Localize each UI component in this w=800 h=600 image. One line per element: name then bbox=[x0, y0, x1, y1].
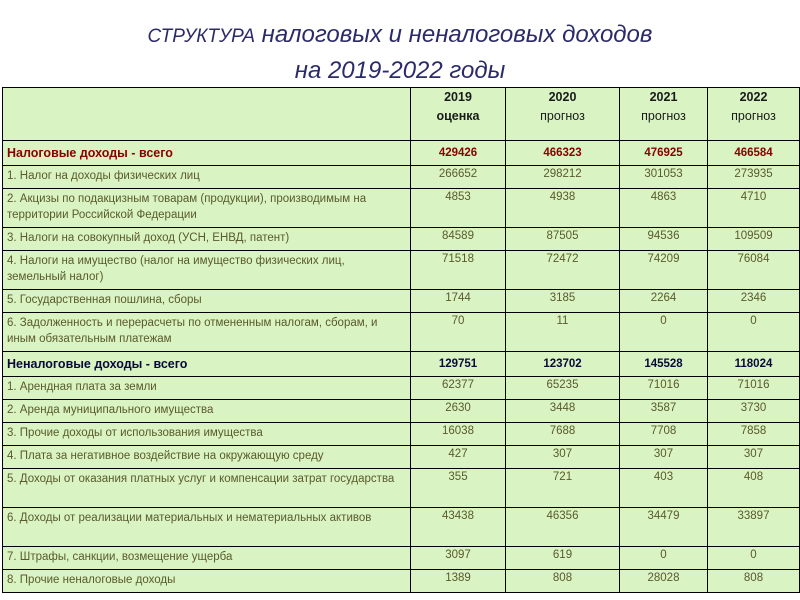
row-label: 6. Доходы от реализации материальных и нематериальных активов bbox=[3, 508, 411, 547]
title-line-1-rest: налоговых и неналоговых доходов bbox=[255, 21, 653, 48]
value-cell: 72472 bbox=[506, 251, 620, 290]
value-cell: 298212 bbox=[506, 166, 620, 189]
value-cell: 307 bbox=[620, 446, 708, 469]
header-year: 2019 bbox=[444, 90, 472, 104]
value-cell: 307 bbox=[708, 446, 800, 469]
value-cell: 0 bbox=[708, 313, 800, 352]
row-label: 1. Налог на доходы физических лиц bbox=[3, 166, 411, 189]
value-cell: 466323 bbox=[506, 141, 620, 166]
value-cell: 355 bbox=[411, 469, 506, 508]
value-cell: 34479 bbox=[620, 508, 708, 547]
value-cell: 408 bbox=[708, 469, 800, 508]
value-cell: 3448 bbox=[506, 400, 620, 423]
header-sub: оценка bbox=[436, 109, 480, 123]
table-row bbox=[3, 166, 800, 189]
value-cell: 273935 bbox=[708, 166, 800, 189]
table-header-row bbox=[3, 88, 800, 141]
row-label: 1. Арендная плата за земли bbox=[3, 377, 411, 400]
value-cell: 2264 bbox=[620, 290, 708, 313]
value-cell: 7858 bbox=[708, 423, 800, 446]
table-row bbox=[3, 290, 800, 313]
value-cell: 808 bbox=[506, 570, 620, 593]
value-cell: 301053 bbox=[620, 166, 708, 189]
table-row bbox=[3, 313, 800, 352]
header-year-2020 bbox=[506, 88, 620, 141]
value-cell: 129751 bbox=[411, 352, 506, 377]
value-cell: 429426 bbox=[411, 141, 506, 166]
row-label: 6. Задолженность и перерасчеты по отмененным налогам, сборам, и иным обязательным платежам bbox=[3, 313, 411, 352]
table-row bbox=[3, 423, 800, 446]
value-cell: 2346 bbox=[708, 290, 800, 313]
value-cell: 74209 bbox=[620, 251, 708, 290]
value-cell: 619 bbox=[506, 547, 620, 570]
value-cell: 266652 bbox=[411, 166, 506, 189]
value-cell: 71518 bbox=[411, 251, 506, 290]
value-cell: 0 bbox=[708, 547, 800, 570]
row-label: 8. Прочие неналоговые доходы bbox=[3, 570, 411, 593]
value-cell: 808 bbox=[708, 570, 800, 593]
row-label: 5. Доходы от оказания платных услуг и компенсации затрат государства bbox=[3, 469, 411, 508]
table-row bbox=[3, 570, 800, 593]
page-title bbox=[0, 18, 800, 88]
value-cell: 65235 bbox=[506, 377, 620, 400]
value-cell: 145528 bbox=[620, 352, 708, 377]
value-cell: 71016 bbox=[620, 377, 708, 400]
row-label: Налоговые доходы - всего bbox=[3, 141, 411, 166]
table-row bbox=[3, 189, 800, 228]
table-total-row bbox=[3, 352, 800, 377]
value-cell: 70 bbox=[411, 313, 506, 352]
value-cell: 118024 bbox=[708, 352, 800, 377]
table-row bbox=[3, 469, 800, 508]
row-label: 3. Налоги на совокупный доход (УСН, ЕНВД, патент) bbox=[3, 228, 411, 251]
title-line-1 bbox=[0, 18, 800, 54]
value-cell: 43438 bbox=[411, 508, 506, 547]
value-cell: 1744 bbox=[411, 290, 506, 313]
value-cell: 3587 bbox=[620, 400, 708, 423]
value-cell: 0 bbox=[620, 547, 708, 570]
table-row bbox=[3, 547, 800, 570]
header-year-2019 bbox=[411, 88, 506, 141]
value-cell: 0 bbox=[620, 313, 708, 352]
value-cell: 3185 bbox=[506, 290, 620, 313]
revenue-structure-table bbox=[2, 87, 800, 593]
row-label: 2. Акцизы по подакцизным товарам (продукции), производимым на территории Российской Федерации bbox=[3, 189, 411, 228]
row-label: 4. Плата за негативное воздействие на окружающую среду bbox=[3, 446, 411, 469]
table-total-row bbox=[3, 141, 800, 166]
value-cell: 4853 bbox=[411, 189, 506, 228]
value-cell: 62377 bbox=[411, 377, 506, 400]
table-row bbox=[3, 228, 800, 251]
value-cell: 307 bbox=[506, 446, 620, 469]
table-row bbox=[3, 251, 800, 290]
header-label-cell bbox=[3, 88, 411, 141]
table-row bbox=[3, 508, 800, 547]
value-cell: 33897 bbox=[708, 508, 800, 547]
value-cell: 466584 bbox=[708, 141, 800, 166]
value-cell: 71016 bbox=[708, 377, 800, 400]
value-cell: 109509 bbox=[708, 228, 800, 251]
value-cell: 94536 bbox=[620, 228, 708, 251]
value-cell: 7708 bbox=[620, 423, 708, 446]
header-year: 2021 bbox=[649, 90, 678, 104]
header-sub: прогноз bbox=[540, 109, 585, 123]
header-sub: прогноз bbox=[731, 109, 776, 123]
value-cell: 46356 bbox=[506, 508, 620, 547]
value-cell: 28028 bbox=[620, 570, 708, 593]
value-cell: 721 bbox=[506, 469, 620, 508]
value-cell: 76084 bbox=[708, 251, 800, 290]
value-cell: 476925 bbox=[620, 141, 708, 166]
header-year-2022 bbox=[708, 88, 800, 141]
value-cell: 1389 bbox=[411, 570, 506, 593]
title-line-2: на 2019-2022 годы bbox=[294, 57, 506, 84]
title-word-structure: СТРУКТУРА bbox=[147, 26, 256, 47]
value-cell: 11 bbox=[506, 313, 620, 352]
table-row bbox=[3, 377, 800, 400]
value-cell: 4938 bbox=[506, 189, 620, 228]
row-label: Неналоговые доходы - всего bbox=[3, 352, 411, 377]
value-cell: 3097 bbox=[411, 547, 506, 570]
row-label: 3. Прочие доходы от использования имущества bbox=[3, 423, 411, 446]
value-cell: 2630 bbox=[411, 400, 506, 423]
value-cell: 4710 bbox=[708, 189, 800, 228]
header-year: 2020 bbox=[548, 90, 577, 104]
header-sub: прогноз bbox=[641, 109, 686, 123]
value-cell: 4863 bbox=[620, 189, 708, 228]
value-cell: 403 bbox=[620, 469, 708, 508]
value-cell: 3730 bbox=[708, 400, 800, 423]
value-cell: 123702 bbox=[506, 352, 620, 377]
value-cell: 427 bbox=[411, 446, 506, 469]
value-cell: 87505 bbox=[506, 228, 620, 251]
table-row bbox=[3, 400, 800, 423]
row-label: 2. Аренда муниципального имущества bbox=[3, 400, 411, 423]
value-cell: 16038 bbox=[411, 423, 506, 446]
table-row bbox=[3, 446, 800, 469]
value-cell: 7688 bbox=[506, 423, 620, 446]
header-year: 2022 bbox=[739, 90, 768, 104]
value-cell: 84589 bbox=[411, 228, 506, 251]
row-label: 7. Штрафы, санкции, возмещение ущерба bbox=[3, 547, 411, 570]
header-year-2021 bbox=[620, 88, 708, 141]
row-label: 4. Налоги на имущество (налог на имущество физических лиц, земельный налог) bbox=[3, 251, 411, 290]
row-label: 5. Государственная пошлина, сборы bbox=[3, 290, 411, 313]
